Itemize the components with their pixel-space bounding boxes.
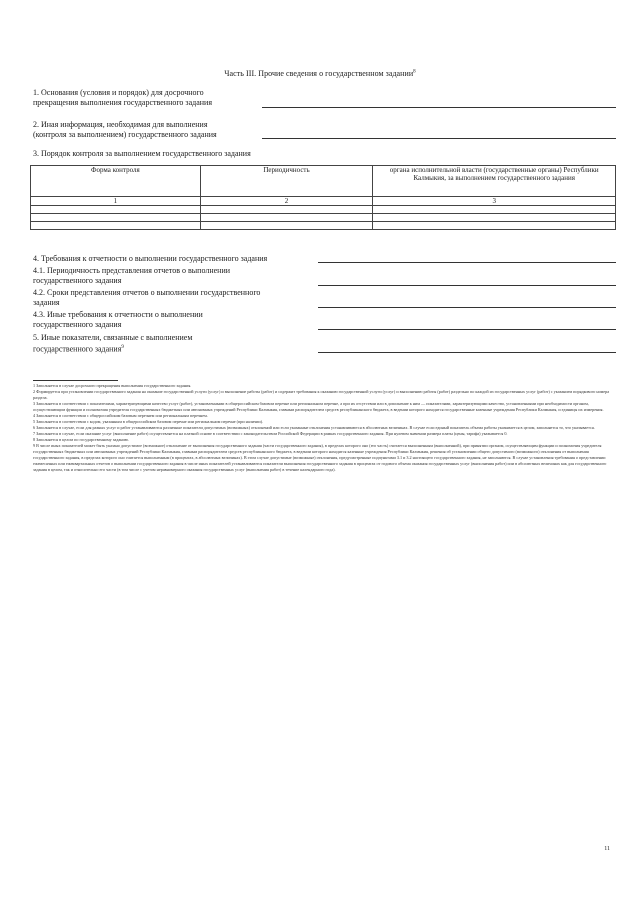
part-heading (0, 69, 640, 78)
item-4-1-fill-line (318, 285, 616, 286)
table-row (31, 222, 616, 230)
footnote-separator (33, 380, 118, 381)
table-cell (31, 222, 201, 230)
item-1-fill-line (262, 107, 616, 108)
part-heading-text: Часть III. Прочие сведения о государственном задании (224, 69, 414, 78)
footnote: 1 Заполняется в случае досрочного прекращения выполнения государственного задания. (33, 383, 192, 388)
footnote: 3 Заполняется в соответствии с показателями, характеризующими качество услуг (работ), установленными в общероссийском базовом перечне или региональном перечне, а при их отсутствии или в дополнение к ним — показателями, характеризующими качество, установленными при необходимости органом, осуществляющим функции и полномочия учредителя государственных бюджетных или автономных учреждений Республики Калмыкия, главным распорядителем средств республиканского бюджета, в ведении которого находятся государственные казенные учреждения Республики Калмыкия, и единицы их измерения. (33, 401, 604, 412)
column-number: 3 (373, 197, 616, 206)
footnote: 6 Заполняется в случае, если для разных услуг и работ устанавливаются различные показатели допустимых (возможных) отклонений или если указанные отклонения устанавливаются в абсолютных величинах. В случае если единый показатель объема работы указывается в целом, заполняется то, что указывается. (33, 425, 595, 430)
item-4-1-line-1: 4.1. Периодичность представления отчетов о выполнении (33, 266, 231, 275)
column-number: 2 (200, 197, 373, 206)
header-control-form: Форма контроля (31, 166, 201, 197)
header-periodicity: Периодичность (200, 166, 373, 197)
item-4-2-line-1: 4.2. Сроки представления отчетов о выполнении государственного (33, 288, 261, 297)
item-2-fill-line (262, 138, 616, 139)
item-2-line-1: 2. Иная информация, необходимая для выполнения (33, 120, 208, 129)
table-row (31, 214, 616, 222)
item-4-1-line-2: государственного задания (33, 276, 122, 285)
item-4-2-line-2: задания (33, 298, 60, 307)
item-5-line-2-text: государственного задания (33, 344, 122, 354)
table-cell (373, 214, 616, 222)
footnote: 2 Формируется при установлении государственного задания на оказание государственной услуги (услуг) и выполнение работы (работ) и содержит требования к оказанию государственной услуги (услуг) и выполнению работы (работ) раздельно по каждой из государственных услуг (работ) с указанием порядкового номера раздела. (33, 389, 610, 400)
table-cell (200, 222, 373, 230)
control-table (30, 165, 616, 230)
table-cell (373, 206, 616, 214)
item-1-line-1: 1. Основания (условия и порядок) для досрочного (33, 88, 204, 97)
table-cell (200, 214, 373, 222)
item-1-line-2: прекращения выполнения государственного задания (33, 98, 213, 107)
table-cell (373, 222, 616, 230)
item-4-2-fill-line (318, 307, 616, 308)
footnote: 9 В числе иных показателей может быть указано допустимое (возможное) отклонение от выполнения государственного задания (части государственного задания), в пределах которого оно (его часть) считается выполненным (выполненной), при принятии органом, осуществляющим функции и полномочия учредителя государственных бюджетных или автономных учреждений Республики Калмыкия, главным распорядителем средств республиканского бюджета, в ведении которого находятся казенные учреждения Республики Калмыкия, решения об установлении общего допустимого (возможного) отклонения от выполнения государственного задания, в пределах которого оно считается выполненным (в процентах, в абсолютных величинах). В этом случае допустимые (возможные) отклонения, предусмотренные подпунктами 3.1 и 3.2 настоящего государственного задания, не заполняются. В случае установления требования о представлении ежемесячных или ежеквартальных отчетов о выполнении государственного задания в числе иных показателей устанавливаются показатели выполнения государственного задания в процентах от годового объема оказания государственных услуг (выполнения работ) или в абсолютных величинах как для государственного задания в целом, так и относительно его части (в том числе с учетом неравномерного оказания государственных услуг (выполнения работ) в течение календарного года). (33, 443, 607, 472)
footnote: 7 Заполняется в случае, если оказание услуг (выполнение работ) осуществляется на платной основе в соответствии с законодательством Российской Федерации в рамках государственного задания. При нулевом значении размера платы (цены, тарифа) указывается 0. (33, 431, 508, 436)
item-4-title: 4. Требования к отчетности о выполнении государственного задания (33, 254, 268, 263)
table-cell (31, 214, 201, 222)
footnote-mark: 8 (413, 69, 416, 75)
item-4-3-line-1: 4.3. Иные требования к отчетности о выполнении (33, 310, 203, 319)
footnote: 5 Заполняется в соответствии с кодом, указанным в общероссийском базовом перечне или региональном перечне (при наличии). (33, 419, 264, 424)
item-2-line-2: (контроля за выполнением) государственного задания (33, 130, 217, 139)
footnotes (33, 383, 617, 473)
item-4-3-line-2: государственного задания (33, 320, 122, 329)
footnote: 4 Заполняется в соответствии с общероссийским базовым перечнем или региональным перечнем. (33, 413, 208, 418)
page-number: 11 (604, 846, 610, 852)
item-3-title: 3. Порядок контроля за выполнением государственного задания (33, 149, 251, 158)
item-4-fill-line (318, 262, 616, 263)
footnote-mark: 9 (121, 345, 124, 350)
table-number-row (31, 197, 616, 206)
table-row (31, 206, 616, 214)
header-authority: органа исполнительной власти (государственные органы) Республики Калмыкия, за выполнением государственного задания (373, 166, 616, 197)
footnote: 8 Заполняется в целом по государственному заданию. (33, 437, 129, 442)
item-5-fill-line (318, 352, 616, 353)
item-5-line-1: 5. Иные показатели, связанные с выполнением (33, 333, 193, 342)
column-number: 1 (31, 197, 201, 206)
table-cell (200, 206, 373, 214)
item-5-line-2 (33, 343, 124, 355)
table-cell (31, 206, 201, 214)
item-4-3-fill-line (318, 329, 616, 330)
table-header-row (31, 166, 616, 197)
